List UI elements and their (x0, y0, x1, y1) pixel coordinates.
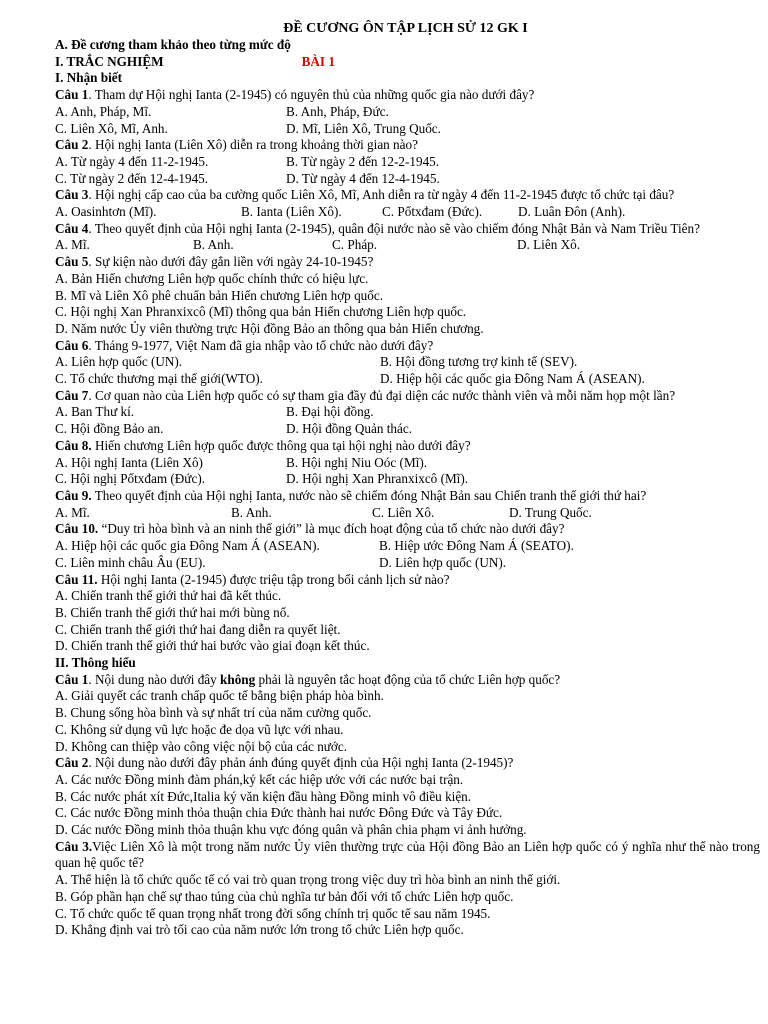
question-label: Câu 6 (55, 337, 89, 353)
question-label: Câu 7 (55, 387, 89, 403)
answer-c: C. Không sử dụng vũ lực hoặc đe dọa vũ lực với nhau. (55, 721, 344, 737)
answer-b: B. Mĩ và Liên Xô phê chuẩn bản Hiến chương Liên hợp quốc. (55, 287, 383, 303)
section-1-label: I. TRẮC NGHIỆM (55, 53, 164, 69)
answer-b: B. Từ ngày 2 đến 12-2-1945. (286, 153, 440, 169)
question-text: phải là nguyên tắc hoạt động của tổ chức Liên hợp quốc? (255, 671, 561, 687)
question-text: Hiến chương Liên hợp quốc được thông qua tại hội nghị nào dưới đây? (91, 437, 471, 453)
answer-b: B. Góp phần hạn chế sự thao túng của chủ nghĩa tư bản đối với tổ chức Liên hợp quốc. (55, 888, 514, 904)
question-label: Câu 3. (55, 838, 93, 854)
answer-a: A. Bản Hiến chương Liên hợp quốc chính thức có hiệu lực. (55, 270, 369, 286)
question-label: Câu 11. (55, 571, 98, 587)
comprehension-question-3 (55, 839, 760, 872)
answer-c: C. Hội nghị Xan Phranxixcô (Mĩ) thông qua bản Hiến chương Liên hợp quốc. (55, 304, 467, 320)
answer-c: C. Tổ chức thương mại thế giới(WTO). (55, 371, 263, 387)
answer-c: C. Liên Xô. (372, 504, 435, 520)
question-label: Câu 5 (55, 254, 89, 270)
answer-d: D. Hội đồng Quản thác. (286, 421, 412, 437)
question-6 (55, 338, 760, 355)
question-label: Câu 10. (55, 521, 99, 537)
question-5 (55, 254, 760, 271)
question-text: Việc Liên Xô là một trong năm nước Ủy viên thường trực của Hội đồng Bảo an Liên hợp quốc có ý nghĩa như thế nào trong quan hệ quốc tế? (55, 838, 760, 871)
answer-c: C. Hội nghị Pốtxđam (Đức). (55, 471, 206, 487)
question-text: . Tham dự Hội nghị Ianta (2-1945) có nguyên thủ của những quốc gia nào dưới đây? (88, 87, 535, 103)
answer-c: C. Các nước Đồng minh thỏa thuận chia Đức thành hai nước Đông Đức và Tây Đức. (55, 805, 503, 821)
answer-d: D. Mĩ, Liên Xô, Trung Quốc. (286, 120, 441, 136)
document-title: ĐỀ CƯƠNG ÔN TẬP LỊCH SỬ 12 GK I (283, 21, 528, 36)
answer-row (55, 237, 760, 254)
answer-row (55, 171, 760, 188)
answer-row (55, 404, 760, 421)
answer-d: D. Trung Quốc. (509, 504, 592, 520)
answer-a: A. Liên hợp quốc (UN). (55, 354, 183, 370)
question-text: . Cơ quan nào của Liên hợp quốc có sự tham gia đầy đủ đại diện các nước thành viên và mỗi năm họp một lần? (88, 387, 676, 403)
question-text: . Tháng 9-1977, Việt Nam đã gia nhập vào tổ chức nào dưới đây? (88, 337, 434, 353)
answer-d: D. Liên Xô. (517, 237, 580, 253)
answer-c: C. Tổ chức quốc tế quan trọng nhất trong đời sống chính trị quốc tế sau năm 1945. (55, 905, 491, 921)
question-10 (55, 521, 760, 538)
answer-row (55, 371, 760, 388)
answer-row (55, 354, 760, 371)
answer-d: D. Từ ngày 4 đến 12-4-1945. (286, 170, 440, 186)
question-1 (55, 87, 760, 104)
heading-a: A. Đề cương tham khảo theo từng mức độ (55, 37, 291, 52)
answer-d: D. Không can thiệp vào công việc nội bộ của các nước. (55, 738, 348, 754)
answer-d: D. Liên hợp quốc (UN). (379, 554, 507, 570)
answer-c: C. Pháp. (332, 237, 378, 253)
answer-row (55, 204, 760, 221)
answer-c: C. Chiến tranh thế giới thứ hai đang diễn ra quyết liệt. (55, 621, 341, 637)
question-label: Câu 3 (55, 187, 89, 203)
level-1-heading: I. Nhận biết (55, 70, 123, 86)
answer-row (55, 104, 760, 121)
answer-d: D. Hiệp hội các quốc gia Đông Nam Á (ASEAN). (380, 371, 645, 387)
answer-b: B. Ianta (Liên Xô). (241, 204, 342, 220)
question-label: Câu 4 (55, 220, 89, 236)
answer-b: B. Anh. (193, 237, 234, 253)
question-text: . Hội nghị Ianta (Liên Xô) diễn ra trong khoảng thời gian nào? (88, 137, 418, 153)
answer-b: B. Hiệp ước Đông Nam Á (SEATO). (379, 538, 574, 554)
answer-row (55, 121, 760, 138)
answer-row (55, 538, 760, 555)
answer-d: D. Chiến tranh thế giới thứ hai bước vào giai đoạn kết thúc. (55, 638, 370, 654)
answer-a: A. Hội nghị Ianta (Liên Xô) (55, 454, 203, 470)
question-label: Câu 9. (55, 487, 92, 503)
answer-d: D. Luân Đôn (Anh). (518, 204, 626, 220)
question-text: . Sự kiện nào dưới đây gắn liền với ngày 24-10-1945? (88, 254, 374, 270)
answer-row (55, 455, 760, 472)
answer-b: B. Đại hội đồng. (286, 404, 374, 420)
answer-b: B. Anh, Pháp, Đức. (286, 103, 389, 119)
question-text: . Nội dung nào dưới đây phản ánh đúng quyết định của Hội nghị Ianta (2-1945)? (88, 755, 514, 771)
answer-c: C. Liên minh châu Âu (EU). (55, 554, 206, 570)
answer-b: B. Hội nghị Niu Oóc (Mĩ). (286, 454, 428, 470)
question-4 (55, 221, 760, 238)
answer-b: B. Anh. (231, 504, 272, 520)
answer-d: D. Khẳng định vai trò tối cao của năm nước lớn trong tổ chức Liên hợp quốc. (55, 922, 464, 938)
answer-row (55, 505, 760, 522)
answer-d: D. Năm nước Ủy viên thường trực Hội đồng Bảo an thông qua bản Hiến chương. (55, 320, 484, 336)
question-text: . Hội nghị cấp cao của ba cường quốc Liên Xô, Mĩ, Anh diễn ra từ ngày 4 đến 11-2-1945 được tổ chức tại đâu? (88, 187, 675, 203)
document-page (55, 20, 760, 939)
question-label: Câu 8. (55, 437, 92, 453)
level-2-heading: II. Thông hiểu (55, 655, 136, 671)
answer-a: A. Thể hiện là tổ chức quốc tế có vai trò quan trọng trong việc duy trì hòa bình an ninh thế giới. (55, 872, 561, 888)
answer-a: A. Mĩ. (55, 237, 90, 253)
question-8 (55, 438, 760, 455)
question-emphasis: không (220, 671, 256, 687)
answer-b: B. Chung sống hòa bình và sự nhất trí của năm cường quốc. (55, 705, 372, 721)
answer-b: B. Hội đồng tương trợ kinh tế (SEV). (380, 354, 578, 370)
answer-d: D. Hội nghị Xan Phranxixcô (Mĩ). (286, 471, 469, 487)
question-text: Hội nghị Ianta (2-1945) được triệu tập trong bối cảnh lịch sử nào? (97, 571, 450, 587)
answer-row (55, 154, 760, 171)
answer-a: A. Ban Thư kí. (55, 404, 135, 420)
answer-c: C. Từ ngày 2 đến 12-4-1945. (55, 170, 209, 186)
question-label: Câu 1 (55, 671, 89, 687)
question-text: “Duy trì hòa bình và an ninh thế giới” là mục đích hoạt động của tổ chức nào dưới đây? (98, 521, 565, 537)
question-label: Câu 2 (55, 137, 89, 153)
answer-a: A. Giải quyết các tranh chấp quốc tế bằng biện pháp hòa bình. (55, 688, 384, 704)
question-label: Câu 2 (55, 755, 89, 771)
answer-a: A. Mĩ. (55, 504, 90, 520)
question-label: Câu 1 (55, 87, 89, 103)
question-3 (55, 187, 760, 204)
section-heading (55, 54, 760, 71)
answer-row (55, 555, 760, 572)
comprehension-question-1 (55, 672, 760, 689)
question-11 (55, 572, 760, 589)
question-text: . Nội dung nào dưới đây (88, 671, 221, 687)
answer-a: A. Oasinhtơn (Mĩ). (55, 204, 157, 220)
answer-c: C. Liên Xô, Mĩ, Anh. (55, 120, 168, 136)
comprehension-question-2 (55, 755, 760, 772)
answer-d: D. Các nước Đồng minh thỏa thuận khu vực đóng quân và phân chia phạm vi ảnh hưởng. (55, 822, 527, 838)
answer-c: C. Pốtxđam (Đức). (382, 204, 483, 220)
question-text: Theo quyết định của Hội nghị Ianta, nước nào sẽ chiếm đóng Nhật Bản sau Chiến tranh thế giới thứ hai? (91, 487, 647, 503)
answer-c: C. Hội đồng Bảo an. (55, 421, 164, 437)
answer-a: A. Anh, Pháp, Mĩ. (55, 103, 152, 119)
answer-row (55, 471, 760, 488)
question-7 (55, 388, 760, 405)
answer-a: A. Từ ngày 4 đến 11-2-1945. (55, 153, 209, 169)
question-9 (55, 488, 760, 505)
answer-a: A. Chiến tranh thế giới thứ hai đã kết thúc. (55, 588, 282, 604)
answer-a: A. Hiệp hội các quốc gia Đông Nam Á (ASEAN). (55, 538, 320, 554)
answer-b: B. Các nước phát xít Đức,Italia ký văn kiện đầu hàng Đồng minh vô điều kiện. (55, 788, 472, 804)
answer-a: A. Các nước Đồng minh đàm phán,ký kết các hiệp ước với các nước bại trận. (55, 771, 464, 787)
answer-row (55, 421, 760, 438)
answer-b: B. Chiến tranh thế giới thứ hai mới bùng nổ. (55, 604, 290, 620)
question-2 (55, 137, 760, 154)
question-text: . Theo quyết định của Hội nghị Ianta (2-1945), quân đội nước nào sẽ vào chiếm đóng Nhật Bản và Nam Triều Tiên? (88, 220, 700, 236)
lesson-label: BÀI 1 (301, 53, 335, 69)
